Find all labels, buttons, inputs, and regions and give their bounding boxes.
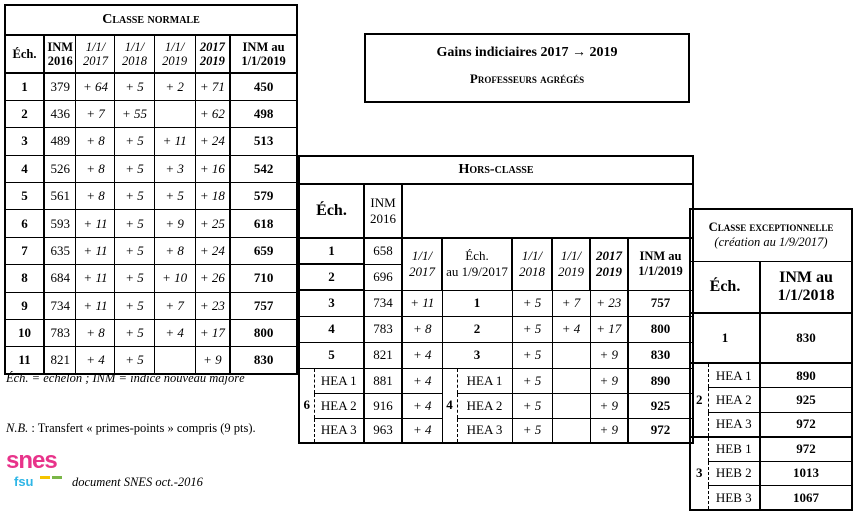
cn-cell: + 64 bbox=[76, 73, 115, 100]
hc-cell-new-ech: 3 bbox=[442, 342, 512, 368]
ce-cell-label: HEA 1 bbox=[708, 363, 760, 388]
cn-cell: + 8 bbox=[76, 128, 115, 155]
cn-table-row bbox=[5, 320, 297, 347]
cn-cell: + 10 bbox=[154, 265, 195, 292]
hc-cell-total: + 9 bbox=[590, 342, 628, 368]
cn-header-cell: INM au 1/1/2019 bbox=[230, 35, 297, 73]
classe-exceptionnelle-panel bbox=[689, 208, 853, 511]
hc-hea-label: HEA 3 bbox=[314, 418, 364, 443]
cn-cell: + 5 bbox=[115, 292, 154, 319]
hc-cell-inm2019: 830 bbox=[628, 342, 693, 368]
hc-cell-new-ech: 1 bbox=[442, 290, 512, 316]
ce-cell-inm: 1013 bbox=[760, 461, 852, 486]
hc-table-row bbox=[299, 342, 693, 368]
cn-cell: 3 bbox=[5, 128, 44, 155]
snes-logo-icon bbox=[4, 446, 70, 492]
hc-hea-row bbox=[299, 368, 693, 393]
cn-cell: 8 bbox=[5, 265, 44, 292]
logo-bar-yellow bbox=[40, 476, 50, 479]
cn-cell: + 11 bbox=[76, 237, 115, 264]
cn-cell: + 16 bbox=[195, 155, 230, 182]
hc-cell-new-ech: 2 bbox=[442, 316, 512, 342]
cn-cell: + 7 bbox=[154, 292, 195, 319]
hc-hea-2017: + 4 bbox=[402, 393, 442, 418]
hc-hea-2017: + 4 bbox=[402, 368, 442, 393]
cn-cell: 757 bbox=[230, 292, 297, 319]
cn-cell: + 8 bbox=[76, 320, 115, 347]
ce-cell-ech: 1 bbox=[690, 313, 760, 363]
cn-cell: + 71 bbox=[195, 73, 230, 100]
hc-header-inm2019: INM au 1/1/2019 bbox=[628, 238, 693, 290]
ce-cell-inm: 830 bbox=[760, 313, 852, 363]
hc-cell-inm2019: 800 bbox=[628, 316, 693, 342]
hc-cell-2018: + 5 bbox=[512, 342, 552, 368]
hc-hea-2019 bbox=[552, 418, 590, 443]
hc-hea-inm: 881 bbox=[364, 368, 402, 393]
legend-note: Éch. = échelon ; INM = indice nouveau majoré bbox=[6, 371, 245, 385]
hc-hea-label: HEA 2 bbox=[314, 393, 364, 418]
cn-table-row bbox=[5, 128, 297, 155]
info-box-title: Gains indiciaires 2017 → 2019 bbox=[436, 45, 618, 60]
cn-cell: 379 bbox=[44, 73, 76, 100]
cn-cell: 1 bbox=[5, 73, 44, 100]
cn-cell: 635 bbox=[44, 237, 76, 264]
hc-table-row bbox=[299, 316, 693, 342]
cn-cell: + 17 bbox=[195, 320, 230, 347]
cn-cell: 800 bbox=[230, 320, 297, 347]
cn-cell: + 5 bbox=[115, 265, 154, 292]
ce-cell-inm: 890 bbox=[760, 363, 852, 388]
hc-hea-row bbox=[299, 418, 693, 443]
cn-header-cell: 1/1/ 2017 bbox=[76, 35, 115, 73]
source-note: document SNES oct.-2016 bbox=[72, 475, 203, 489]
hc-cell-2018: + 5 bbox=[512, 290, 552, 316]
cn-cell: 734 bbox=[44, 292, 76, 319]
cn-cell: 783 bbox=[44, 320, 76, 347]
ce-cell-label: HEB 3 bbox=[708, 486, 760, 511]
hc-header-new-ech: Éch. au 1/9/2017 bbox=[442, 238, 512, 290]
cn-cell: + 11 bbox=[76, 265, 115, 292]
hc-hea-inm2019: 925 bbox=[628, 393, 693, 418]
hc-hea-total: + 9 bbox=[590, 393, 628, 418]
cn-table-row bbox=[5, 100, 297, 127]
cn-cell: + 8 bbox=[154, 237, 195, 264]
hc-header-inm: INM 2016 bbox=[364, 184, 402, 238]
cn-cell: + 5 bbox=[115, 347, 154, 374]
cn-cell: 10 bbox=[5, 320, 44, 347]
cn-cell: + 7 bbox=[76, 100, 115, 127]
cn-cell: + 11 bbox=[154, 128, 195, 155]
cn-cell: 2 bbox=[5, 100, 44, 127]
cn-cell: 579 bbox=[230, 183, 297, 210]
cn-cell: + 24 bbox=[195, 128, 230, 155]
ce-table-row bbox=[690, 461, 852, 486]
cn-cell: + 55 bbox=[115, 100, 154, 127]
cn-cell: 526 bbox=[44, 155, 76, 182]
cn-cell: 489 bbox=[44, 128, 76, 155]
hc-hea-new-label: HEA 1 bbox=[457, 368, 512, 393]
cn-cell: + 23 bbox=[195, 292, 230, 319]
cn-cell: + 5 bbox=[115, 320, 154, 347]
hc-header-2018: 1/1/ 2018 bbox=[512, 238, 552, 290]
cn-table-row bbox=[5, 73, 297, 100]
ce-cell-inm: 972 bbox=[760, 412, 852, 437]
hc-cell-total: + 23 bbox=[590, 290, 628, 316]
cn-table-row bbox=[5, 210, 297, 237]
ce-table-row bbox=[690, 388, 852, 413]
cn-table-row bbox=[5, 265, 297, 292]
cn-cell: 9 bbox=[5, 292, 44, 319]
ce-table-row bbox=[690, 437, 852, 462]
cn-cell: 6 bbox=[5, 210, 44, 237]
nb-prefix: N.B. bbox=[6, 421, 29, 435]
cn-cell: + 5 bbox=[115, 155, 154, 182]
cn-header-cell: 2017 2019 bbox=[195, 35, 230, 73]
cn-cell: + 5 bbox=[115, 128, 154, 155]
hc-hea-inm2019: 890 bbox=[628, 368, 693, 393]
cn-header-cell: Éch. bbox=[5, 35, 44, 73]
cn-cell: 593 bbox=[44, 210, 76, 237]
hc-cell-2019: + 4 bbox=[552, 316, 590, 342]
hc-hea-2019 bbox=[552, 393, 590, 418]
hc-hea-2018: + 5 bbox=[512, 393, 552, 418]
hc-cell-inm2019: 757 bbox=[628, 290, 693, 316]
classe-normale-table bbox=[4, 4, 298, 375]
hc-hea-2017: + 4 bbox=[402, 418, 442, 443]
cn-cell: + 24 bbox=[195, 237, 230, 264]
snes-fsu-logo bbox=[4, 446, 70, 492]
hc-header-2019: 1/1/ 2019 bbox=[552, 238, 590, 290]
hc-cell-total: + 17 bbox=[590, 316, 628, 342]
cn-cell: + 5 bbox=[115, 210, 154, 237]
nb-text: : Transfert « primes-points » compris (9 pts). bbox=[28, 421, 256, 435]
ce-cell-inm: 925 bbox=[760, 388, 852, 413]
hc-cell-inm: 734 bbox=[364, 290, 402, 316]
hc-hea-group-old: 6 bbox=[299, 368, 314, 443]
classe-exceptionnelle-table bbox=[689, 208, 853, 511]
cn-cell: + 8 bbox=[76, 183, 115, 210]
hc-hea-new-label: HEA 2 bbox=[457, 393, 512, 418]
hc-hea-inm: 963 bbox=[364, 418, 402, 443]
hors-classe-panel bbox=[298, 155, 694, 444]
cn-table-row bbox=[5, 155, 297, 182]
hc-cell-2017: + 4 bbox=[402, 342, 442, 368]
hc-cell-2019: + 7 bbox=[552, 290, 590, 316]
cn-cell: + 3 bbox=[154, 155, 195, 182]
classe-normale-title: Classe normale bbox=[5, 5, 297, 35]
hc-cell-inm: 783 bbox=[364, 316, 402, 342]
cn-cell: + 18 bbox=[195, 183, 230, 210]
classe-exceptionnelle-subtitle: (création au 1/9/2017) bbox=[714, 235, 828, 250]
cn-cell: + 4 bbox=[76, 347, 115, 374]
hc-cell-2017: + 8 bbox=[402, 316, 442, 342]
cn-cell: 4 bbox=[5, 155, 44, 182]
ce-header-inm: INM au 1/1/2018 bbox=[760, 261, 852, 313]
hors-classe-title: Hors-classe bbox=[299, 156, 693, 184]
hc-cell-2018: + 5 bbox=[512, 316, 552, 342]
cn-cell: + 2 bbox=[154, 73, 195, 100]
hc-hea-total: + 9 bbox=[590, 418, 628, 443]
hc-header-spacer bbox=[402, 184, 693, 238]
cn-cell: + 5 bbox=[115, 237, 154, 264]
cn-cell: 436 bbox=[44, 100, 76, 127]
hc-hea-2018: + 5 bbox=[512, 418, 552, 443]
cn-cell: + 62 bbox=[195, 100, 230, 127]
logo-snes-text: snes bbox=[6, 447, 57, 474]
hc-cell-inm: 658 bbox=[364, 238, 402, 264]
cn-header-cell: INM 2016 bbox=[44, 35, 76, 73]
cn-table-row bbox=[5, 292, 297, 319]
cn-cell: + 5 bbox=[115, 183, 154, 210]
ce-cell-label: HEB 1 bbox=[708, 437, 760, 462]
cn-cell: + 5 bbox=[154, 183, 195, 210]
cn-cell: 542 bbox=[230, 155, 297, 182]
hors-classe-table bbox=[298, 155, 694, 444]
cn-cell: 450 bbox=[230, 73, 297, 100]
hc-table-row bbox=[299, 290, 693, 316]
hc-cell-ech: 2 bbox=[299, 264, 364, 290]
cn-cell: + 8 bbox=[76, 155, 115, 182]
ce-group-ech: 2 bbox=[690, 363, 708, 437]
logo-bar-green bbox=[52, 476, 62, 479]
hc-hea-row bbox=[299, 393, 693, 418]
hc-cell-2019 bbox=[552, 342, 590, 368]
hc-cell-ech: 1 bbox=[299, 238, 364, 264]
cn-cell: 513 bbox=[230, 128, 297, 155]
hc-hea-2019 bbox=[552, 368, 590, 393]
cn-cell: + 11 bbox=[76, 210, 115, 237]
cn-cell: + 9 bbox=[195, 347, 230, 374]
ce-cell-inm: 972 bbox=[760, 437, 852, 462]
cn-cell: 618 bbox=[230, 210, 297, 237]
ce-cell-label: HEA 2 bbox=[708, 388, 760, 413]
ce-table-row bbox=[690, 486, 852, 511]
hc-hea-new-label: HEA 3 bbox=[457, 418, 512, 443]
hc-cell-inm: 821 bbox=[364, 342, 402, 368]
hc-hea-label: HEA 1 bbox=[314, 368, 364, 393]
cn-cell: + 26 bbox=[195, 265, 230, 292]
cn-cell: 710 bbox=[230, 265, 297, 292]
hc-cell-2017: + 11 bbox=[402, 290, 442, 316]
classe-exceptionnelle-title: Classe exceptionnelle bbox=[708, 220, 834, 235]
cn-cell: 561 bbox=[44, 183, 76, 210]
hc-header-ech: Éch. bbox=[299, 184, 364, 238]
logo-fsu-text: fsu bbox=[14, 474, 34, 489]
cn-cell: 821 bbox=[44, 347, 76, 374]
cn-cell bbox=[154, 100, 195, 127]
hc-header-2017: 1/1/ 2017 bbox=[402, 238, 442, 290]
cn-cell: 684 bbox=[44, 265, 76, 292]
classe-exceptionnelle-header bbox=[690, 209, 852, 261]
hc-hea-total: + 9 bbox=[590, 368, 628, 393]
hc-hea-2018: + 5 bbox=[512, 368, 552, 393]
ce-cell-label: HEA 3 bbox=[708, 412, 760, 437]
hc-cell-inm: 696 bbox=[364, 264, 402, 290]
cn-cell: + 11 bbox=[76, 292, 115, 319]
cn-cell: 7 bbox=[5, 237, 44, 264]
cn-cell: 11 bbox=[5, 347, 44, 374]
cn-cell: 830 bbox=[230, 347, 297, 374]
info-box bbox=[364, 33, 690, 103]
classe-normale-panel bbox=[4, 4, 298, 375]
info-box-subtitle: Professeurs agrégés bbox=[469, 71, 585, 86]
cn-cell: 659 bbox=[230, 237, 297, 264]
hc-hea-inm2019: 972 bbox=[628, 418, 693, 443]
ce-table-row bbox=[690, 363, 852, 388]
cn-table-row bbox=[5, 237, 297, 264]
cn-cell: + 25 bbox=[195, 210, 230, 237]
hc-hea-group-new: 4 bbox=[442, 368, 457, 443]
hc-cell-ech: 4 bbox=[299, 316, 364, 342]
cn-cell: + 5 bbox=[115, 73, 154, 100]
cn-header-cell: 1/1/ 2018 bbox=[115, 35, 154, 73]
nb-note bbox=[6, 421, 256, 436]
cn-header-cell: 1/1/ 2019 bbox=[154, 35, 195, 73]
cn-cell: + 9 bbox=[154, 210, 195, 237]
ce-cell-label: HEB 2 bbox=[708, 461, 760, 486]
hc-hea-inm: 916 bbox=[364, 393, 402, 418]
ce-group-ech: 3 bbox=[690, 437, 708, 511]
cn-cell: 498 bbox=[230, 100, 297, 127]
ce-header-ech: Éch. bbox=[690, 261, 760, 313]
ce-table-row bbox=[690, 412, 852, 437]
ce-cell-inm: 1067 bbox=[760, 486, 852, 511]
hc-cell-ech: 5 bbox=[299, 342, 364, 368]
cn-table-row bbox=[5, 183, 297, 210]
cn-cell: + 4 bbox=[154, 320, 195, 347]
cn-cell: 5 bbox=[5, 183, 44, 210]
hc-header-total: 2017 2019 bbox=[590, 238, 628, 290]
hc-cell-ech: 3 bbox=[299, 290, 364, 316]
